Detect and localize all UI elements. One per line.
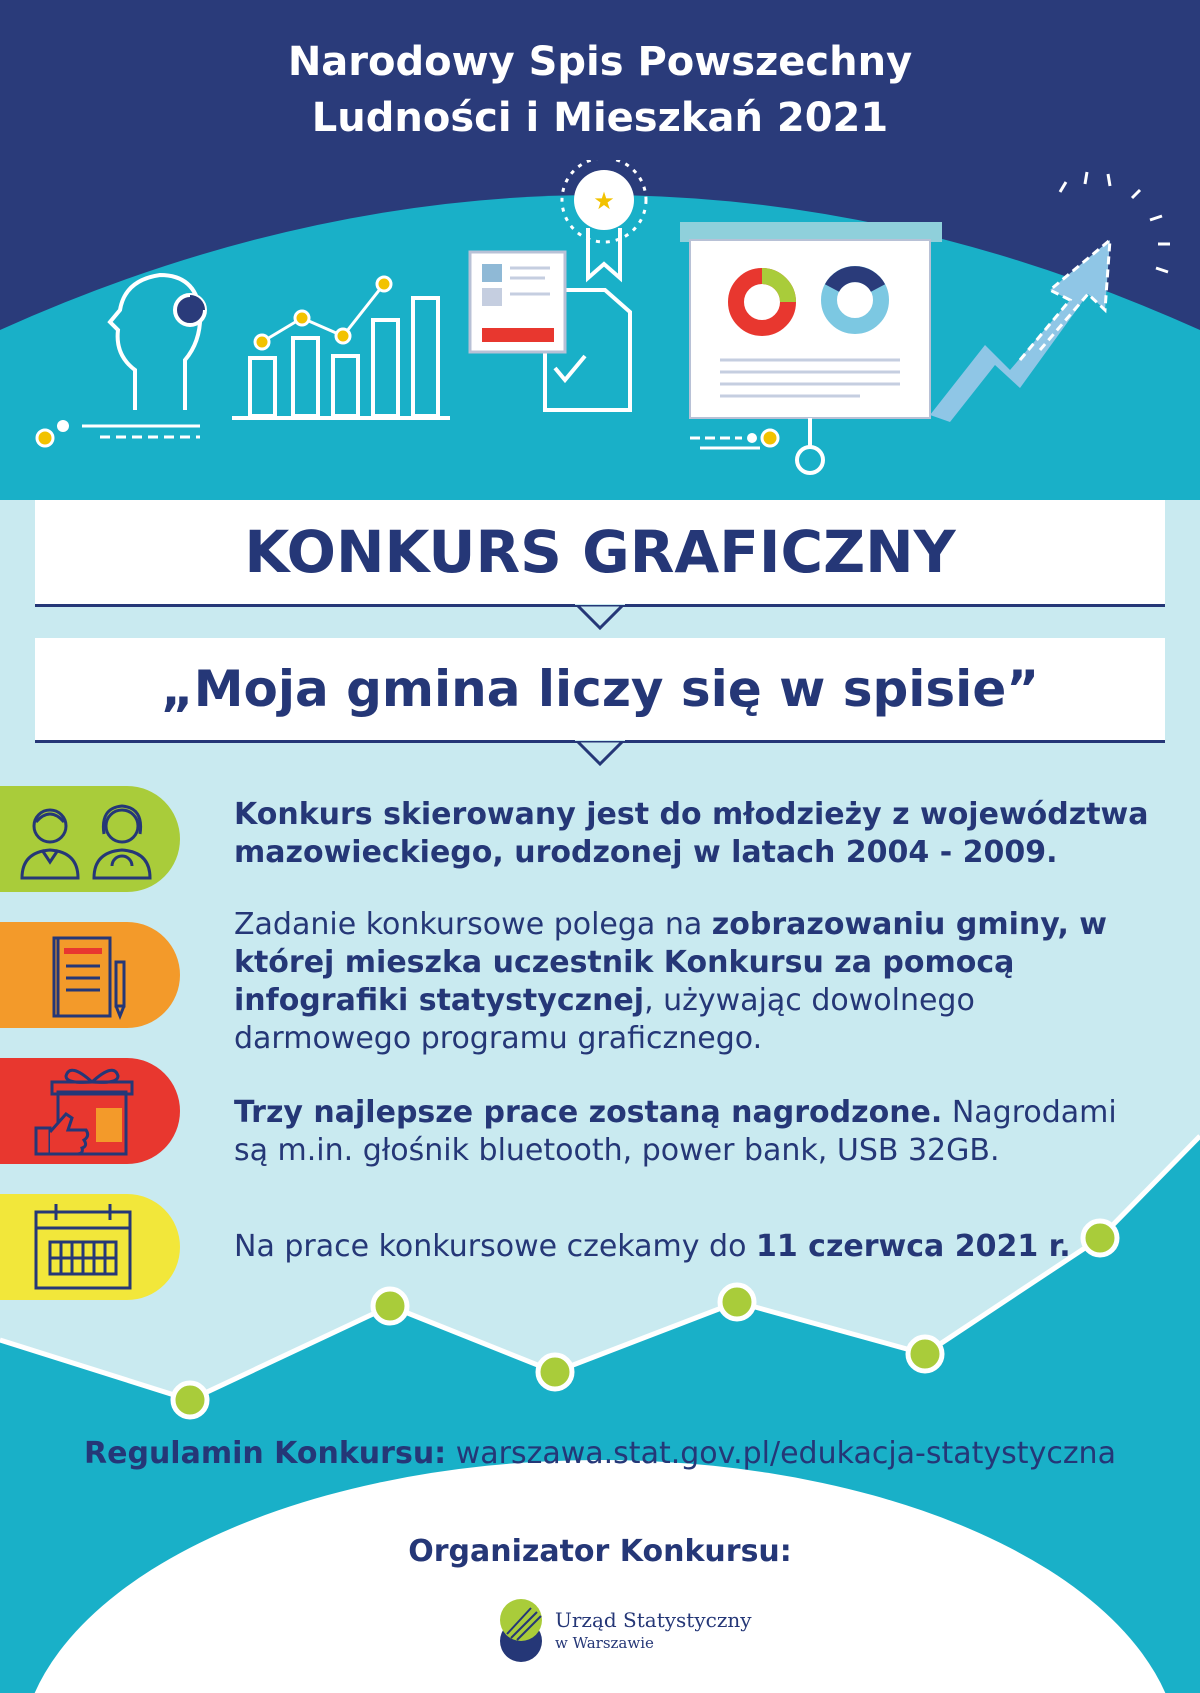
deadline-text-pre: Na prace konkursowe czekamy do xyxy=(234,1229,756,1264)
organizer-label: Organizator Konkursu: xyxy=(408,1534,792,1569)
prizes-text xyxy=(234,1094,1154,1170)
growth-arrow-icon xyxy=(930,172,1170,422)
bar-chart-icon xyxy=(232,284,450,418)
node-4 xyxy=(720,1285,754,1319)
task-text xyxy=(234,906,1154,1058)
notebook-icon xyxy=(0,922,180,1028)
contest-title: KONKURS GRAFICZNY xyxy=(35,500,1165,604)
deadline-text-bold: 11 czerwca 2021 r. xyxy=(755,1229,1071,1264)
documents-icon xyxy=(470,252,630,410)
audience-text: Konkurs skierowany jest do młodzieży z województwa mazowieckiego, urodzonej w latach 2004 - 2009. xyxy=(234,797,1149,870)
head-icon xyxy=(110,275,205,410)
header-illustration xyxy=(0,160,1200,480)
deadline-text xyxy=(234,1228,1154,1266)
node-3 xyxy=(538,1355,572,1389)
calendar-icon xyxy=(0,1194,180,1300)
prizes-pill xyxy=(0,1058,180,1164)
svg-text:★: ★ xyxy=(593,187,615,215)
prizes-text-bold: Trzy najlepsze prace zostaną nagrodzone. xyxy=(234,1095,943,1130)
people-icon xyxy=(0,786,180,892)
task-pill xyxy=(0,922,180,1028)
rules-link[interactable]: warszawa.stat.gov.pl/edukacja-statystyczna xyxy=(446,1436,1116,1471)
node-2 xyxy=(373,1289,407,1323)
gift-icon xyxy=(0,1058,180,1164)
task-text-bold: zobrazowaniu gminy, w której mieszka uczestnik Konkursu za pomocą infografiki statystycznej xyxy=(234,907,1107,1018)
rules-line xyxy=(0,1434,1200,1474)
title-pointer xyxy=(575,604,625,630)
header-title-line2: Ludności i Mieszkań 2021 xyxy=(311,95,889,141)
task-text-pre: Zadanie konkursowe polega na xyxy=(234,907,712,942)
organizer-logo-mark xyxy=(495,1596,547,1664)
header-title-line1: Narodowy Spis Powszechny xyxy=(287,39,913,85)
organizer-logo-line2: w Warszawie xyxy=(555,1634,654,1652)
organizer-logo-line1: Urząd Statystyczny xyxy=(555,1608,752,1632)
subtitle-pointer xyxy=(575,740,625,766)
task-text-post: , używając dowolnego darmowego programu graficznego. xyxy=(234,983,975,1056)
medal-icon xyxy=(562,160,646,278)
node-5 xyxy=(908,1337,942,1371)
contest-subtitle: „Moja gmina liczy się w spisie” xyxy=(35,638,1165,740)
node-1 xyxy=(173,1383,207,1417)
presentation-board-icon xyxy=(680,222,942,473)
rules-label: Regulamin Konkursu: xyxy=(84,1436,447,1471)
audience-pill xyxy=(0,786,180,892)
deadline-pill xyxy=(0,1194,180,1300)
prizes-text-post: Nagrodami są m.in. głośnik bluetooth, power bank, USB 32GB. xyxy=(234,1095,1117,1168)
